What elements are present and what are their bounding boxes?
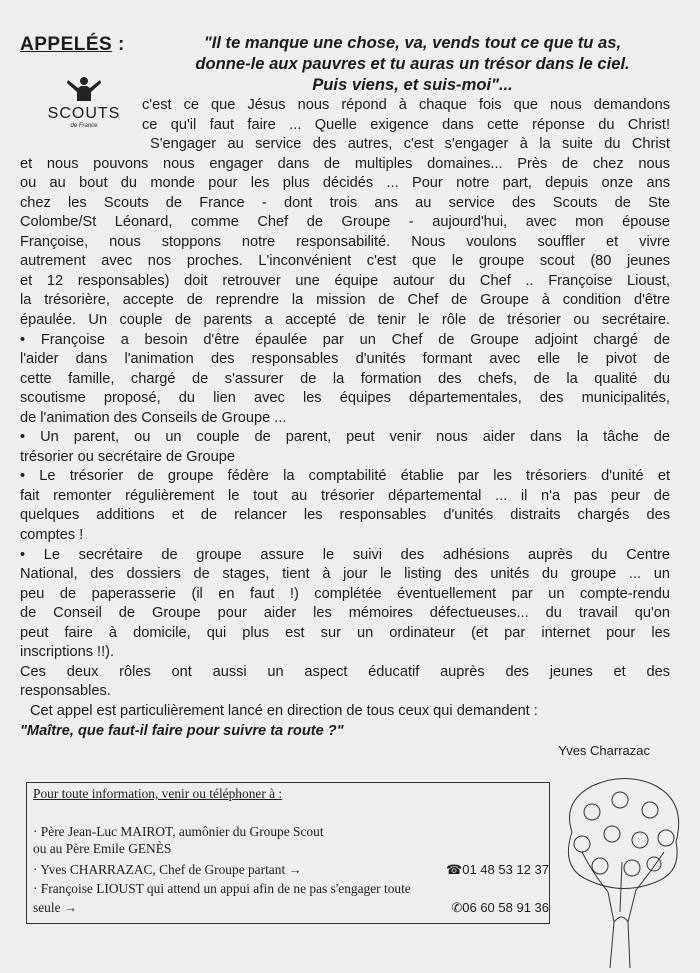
contact-box (26, 782, 550, 924)
body-line: Françoise, nous stoppons notre responsabilité. Nous voulons souffler et vivre (20, 233, 670, 250)
body-line: l'aider dans l'animation des responsables d'unités formant avec elle le pivot de (20, 351, 670, 368)
article-body (20, 96, 670, 761)
body-line: • Le secrétaire de groupe assure le suivi des adhésions auprès du Centre (20, 546, 670, 563)
body-line: trésorier ou secrétaire de Groupe (20, 448, 235, 465)
quote-line: Puis viens, et suis-moi"... (312, 75, 513, 94)
heading-colon: : (112, 34, 125, 55)
gospel-quote (150, 32, 675, 95)
body-line: • Le trésorier de groupe fédère la comptabilité établie par les trésoriers d'unité et (20, 468, 670, 485)
body-line: cette famille, chargé de s'assurer de la formation des chefs, de la qualité du (20, 370, 670, 387)
contact-title: Pour toute information, venir ou téléphoner à : (33, 786, 283, 801)
closing-quote: "Maître, que faut-il faire pour suivre ta route ?" (20, 722, 344, 739)
quote-line: "Il te manque une chose, va, vends tout ce que tu as, (203, 33, 622, 52)
body-line: chez les Scouts de France - dont trois ans au service des Scouts de Ste (20, 194, 670, 211)
body-line: fait remonter régulièrement le tout au trésorier départemental ... il n'a pas peur de (20, 487, 670, 504)
heading-word: APPELÉS (20, 34, 113, 55)
contact-line: seule → (33, 900, 78, 915)
family-tree-illustration (552, 772, 692, 968)
contact-line: · Père Jean-Luc MAIROT, aumônier du Groupe Scout (33, 824, 324, 839)
body-line: peu de paperasserie (il en faut !) complétée éventuellement par un compte-rendu (20, 585, 670, 602)
body-line: Cet appel est particulièrement lancé en direction de tous ceux qui demandent : (30, 702, 538, 719)
phone-number: ☎01 48 53 12 37 (446, 862, 549, 877)
body-line: scoutisme proposé, du lien avec les équipes départementales, des municipalités, (20, 390, 670, 407)
body-line: quelques additions et de relancer les responsables d'unités distraits chargés des (20, 507, 670, 524)
body-line: la trésorière, accepte de reprendre la mission de Chef de Groupe à condition d'être (20, 292, 670, 309)
body-line: • Un parent, ou un couple de parent, peut venir nous aider dans la tâche de (20, 429, 670, 446)
body-line: Ces deux rôles ont aussi un aspect éducatif auprès des jeunes et des (20, 663, 670, 680)
body-line: de l'animation des Conseils de Groupe ... (20, 409, 287, 426)
body-line: Colombe/St Léonard, comme Chef de Groupe - aujourd'hui, avec mon épouse (20, 214, 670, 231)
quote-line: donne-le aux pauvres et tu auras un trésor dans le ciel. (195, 54, 630, 73)
logo-text: SCOUTS (47, 105, 121, 122)
body-line: autrement avec nos proches. L'inconvénient c'est que le groupe scout (80 jeunes (20, 253, 670, 270)
body-line: responsables. (20, 683, 111, 700)
body-line: comptes ! (20, 527, 84, 544)
heading (20, 34, 125, 56)
logo-subtext: de France (70, 123, 98, 129)
body-line: et 12 responsables) doit retrouver une équipe autour du Chef .. Françoise Lioust, (20, 272, 670, 289)
body-line: peut faire à domicile, qui plus est sur un ordinateur (et par internet pour les (20, 624, 670, 641)
body-line: de Conseil de Groupe pour aider les mémoires défectueuses... du travail qu'on (20, 605, 670, 622)
body-line: épaulée. Un couple de parents a accepté de tenir le rôle de trésorier ou secrétaire. (20, 312, 670, 329)
contact-line: · Françoise LIOUST qui attend un appui afin de ne pas s'engager toute (33, 881, 411, 896)
signature: Yves Charrazac (558, 743, 650, 759)
contact-line: ou au Père Emile GENÈS (33, 841, 172, 856)
body-line: ou au bout du monde pour les plus décidés ... Pour notre part, depuis onze ans (20, 175, 670, 192)
body-line: c'est ce que Jésus nous répond à chaque fois que nous demandons (142, 97, 670, 113)
body-line: et nous pouvons nous engager dans de multiples domaines... Près de chez nous (20, 155, 670, 172)
body-line: ce qu'il faut faire ... Quelle exigence dans cette réponse du Christ! (142, 116, 670, 133)
body-line: inscriptions !!). (20, 644, 115, 661)
body-line: • Françoise a besoin d'être épaulée par un Chef de Groupe adjoint chargé de (20, 331, 670, 348)
body-line: National, des dossiers de stages, tient à jour le listing des unités du groupe ... un (20, 566, 670, 583)
body-line: S'engager au service des autres, c'est s'engager à la suite du Christ (150, 136, 670, 153)
phone-number: ✆06 60 58 91 36 (451, 900, 549, 915)
contact-line: · Yves CHARRAZAC, Chef de Groupe partant → (33, 862, 302, 877)
